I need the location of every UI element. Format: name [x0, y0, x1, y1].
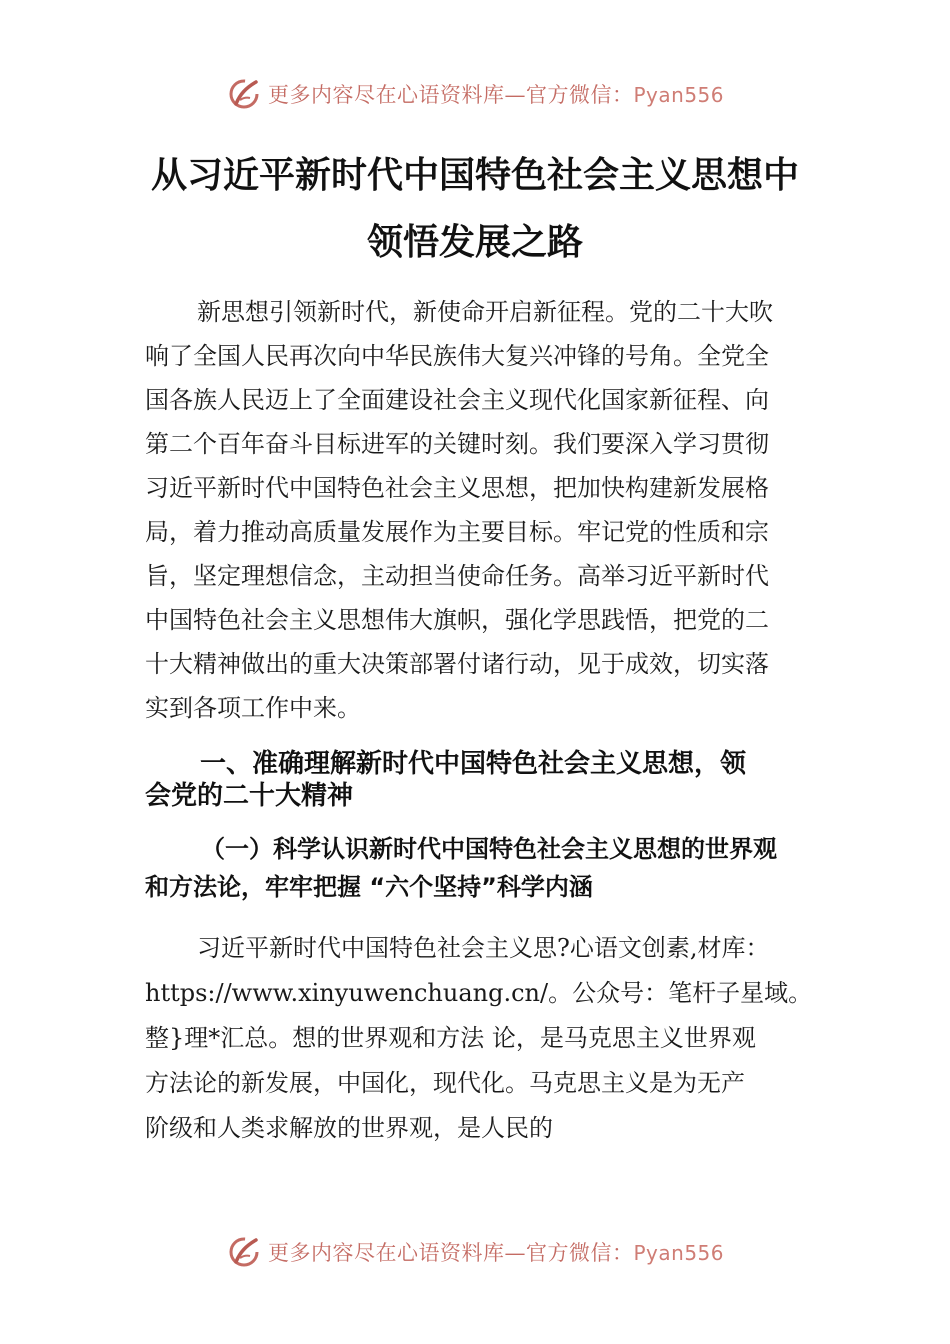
watermark-header [0, 74, 950, 114]
intro-line: 国各族人民迈上了全面建设社会主义现代化国家新征程、向 [145, 386, 769, 414]
subsection-body-paragraph [145, 926, 813, 1151]
intro-line: 响了全国人民再次向中华民族伟大复兴冲锋的号角。全党全 [145, 342, 769, 370]
body-line: 方法论的新发展，中国化，现代化。马克思主义是为无产 [145, 1069, 745, 1097]
body-line: 阶级和人类求解放的世界观，是人民的 [145, 1114, 553, 1142]
document-title-line-2: 领悟发展之路 [366, 222, 583, 263]
intro-paragraph [145, 290, 810, 730]
intro-line: 局，着力推动高质量发展作为主要目标。牢记党的性质和宗 [145, 518, 769, 546]
body-line: 习近平新时代中国特色社会主义思?心语文创素,材库： [197, 934, 770, 962]
watermark-text: 更多内容尽在心语资料库—官方微信：Pyan556 [267, 83, 724, 107]
watermark-footer [0, 1232, 950, 1272]
intro-line: 中国特色社会主义思想伟大旗帜，强化学思践悟，把党的二 [145, 606, 769, 634]
intro-line: 旨，坚定理想信念，主动担当使命任务。高举习近平新时代 [145, 562, 769, 590]
section-heading-line: 一、准确理解新时代中国特色社会主义思想，领 [200, 749, 747, 779]
subsection-heading-line: 和方法论，牢牢把握 “六个坚持”科学内涵 [145, 873, 593, 901]
body-line: 整}理*汇总。想的世界观和方法 论，是马克思主义世界观 [145, 1024, 756, 1052]
calligraphy-brush-logo-icon [226, 76, 262, 112]
section-heading [145, 748, 810, 812]
subsection-heading-line: （一）科学认识新时代中国特色社会主义思想的世界观 [201, 835, 777, 863]
intro-line: 习近平新时代中国特色社会主义思想，把加快构建新发展格 [145, 474, 769, 502]
intro-line: 实到各项工作中来。 [145, 694, 361, 722]
subsection-heading [145, 830, 810, 906]
intro-line: 十大精神做出的重大决策部署付诸行动，见于成效，切实落 [145, 650, 769, 678]
document-title-line-1: 从习近平新时代中国特色社会主义思想中 [150, 155, 799, 196]
section-heading-line: 会党的二十大精神 [145, 781, 354, 811]
calligraphy-brush-logo-icon [226, 1234, 262, 1270]
watermark-text: 更多内容尽在心语资料库—官方微信：Pyan556 [267, 1241, 724, 1265]
body-line: https://www.xinyuwenchuang.cn/。公众号：笔杆子星域。 [145, 979, 813, 1007]
intro-line: 新思想引领新时代，新使命开启新征程。党的二十大吹 [197, 298, 773, 326]
intro-line: 第二个百年奋斗目标进军的关键时刻。我们要深入学习贯彻 [145, 430, 769, 458]
